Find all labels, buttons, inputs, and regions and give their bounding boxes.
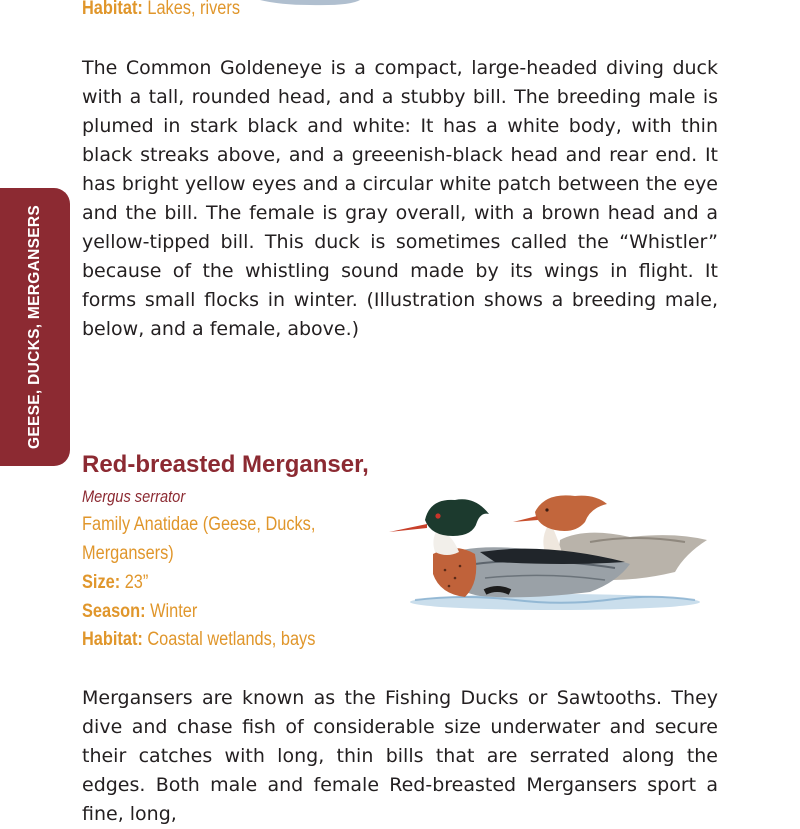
habitat-label: Habitat: bbox=[82, 629, 143, 650]
habitat-value: Coastal wetlands, bays bbox=[147, 629, 316, 650]
family-line-2: Mergansers) bbox=[82, 543, 174, 564]
section-tab bbox=[0, 188, 70, 466]
male-breast bbox=[433, 548, 476, 597]
goldeneye-habitat bbox=[82, 0, 240, 21]
male-bill bbox=[389, 524, 427, 532]
female-head bbox=[535, 495, 607, 531]
season-row bbox=[82, 600, 197, 624]
male-head bbox=[425, 499, 489, 536]
female-bill bbox=[513, 516, 538, 522]
season-value: Winter bbox=[150, 601, 198, 622]
species-title: Red-breasted Merganser, bbox=[82, 451, 369, 478]
section-tab-label: GEESE, DUCKS, MERGANSERS bbox=[26, 204, 43, 450]
family-line-1: Family Anatidae (Geese, Ducks, bbox=[82, 514, 316, 535]
habitat-row bbox=[82, 628, 315, 652]
size-value: 23” bbox=[124, 572, 149, 593]
goldeneye-illustration bbox=[250, 0, 370, 14]
goldeneye-description: The Common Goldeneye is a compact, large-headed diving duck with a tall, rounded head, and a stubby bill. The breeding male is plumed in stark black and white: It has a white body, with thin black streaks above, and a greeenish-black head and rear end. It has bright yellow eyes and a circular white patch between the eye and the bill. The female is gray overall, with a brown head and a yellow-tipped bill. This duck is sometimes called the “Whistler” because of the whistling sound made by its wings in flight. It forms small flocks in winter. (Illustration shows a breeding male, below, and a female, above.) bbox=[82, 57, 718, 340]
habitat-value: Lakes, rivers bbox=[147, 0, 240, 19]
merganser-description: Mergansers are known as the Fishing Ducks or Sawtooths. They dive and chase fish of considerable size underwater and secure their catches with long, thin bills that are serrated along the edges. Both male and female Red-breasted Mergansers sport a fine, long, bbox=[82, 687, 718, 825]
size-row bbox=[82, 571, 148, 595]
season-label: Season: bbox=[82, 601, 146, 622]
scientific-name: Mergus serrator bbox=[82, 487, 186, 506]
merganser-illustration bbox=[385, 482, 715, 617]
size-label: Size: bbox=[82, 572, 121, 593]
habitat-label: Habitat: bbox=[82, 0, 143, 19]
